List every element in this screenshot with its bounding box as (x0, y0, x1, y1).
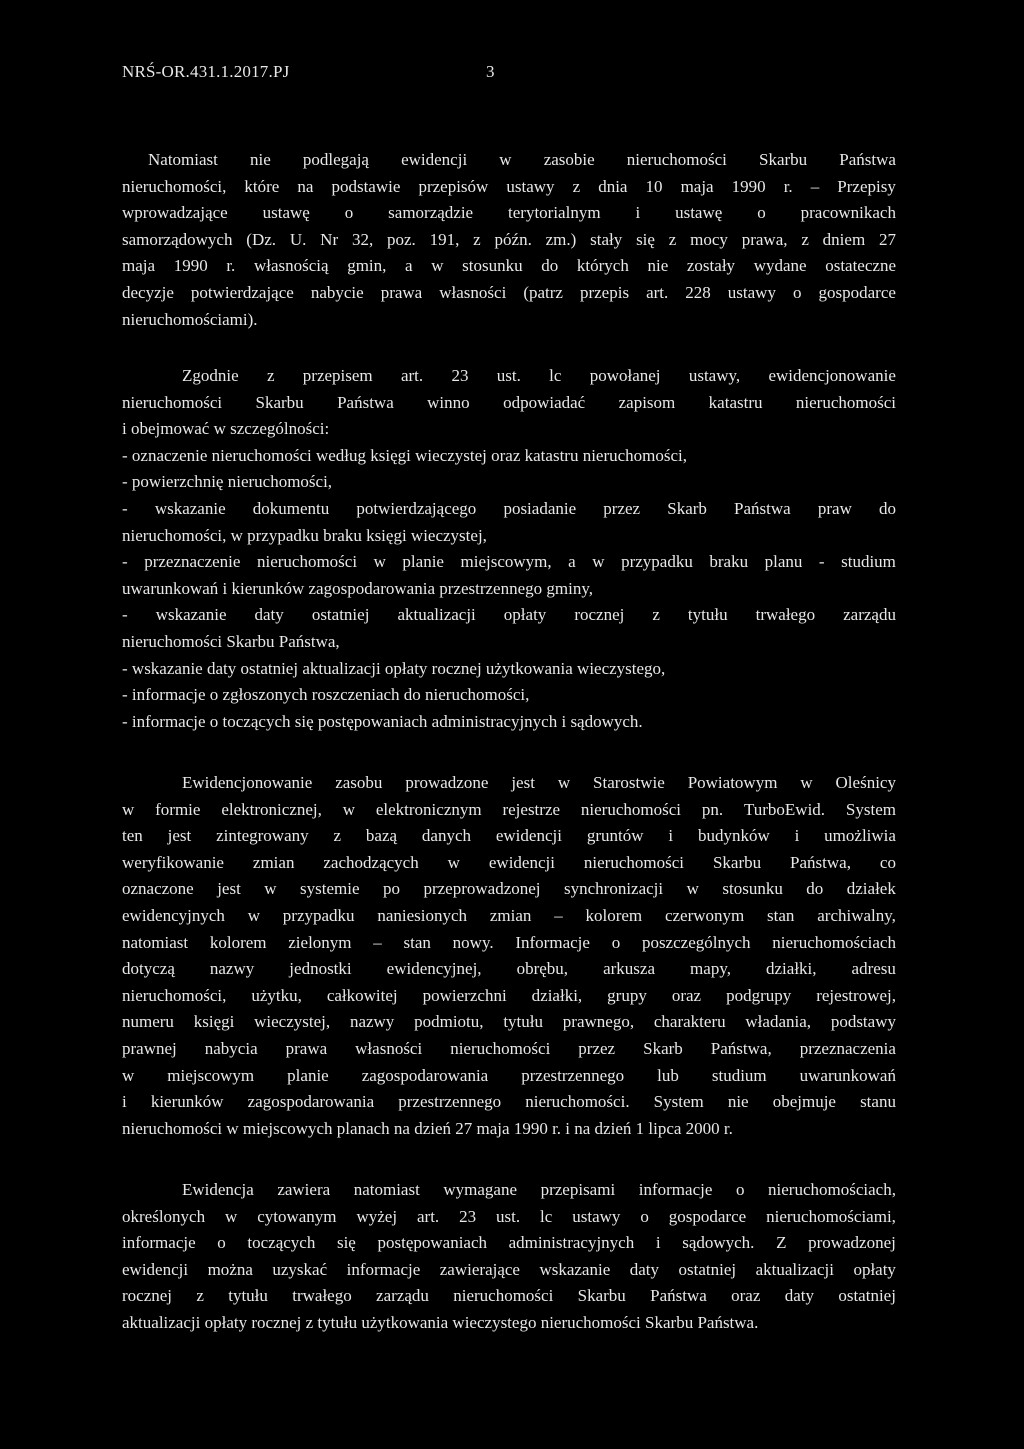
paragraph-line: numeru księgi wieczystej, nazwy podmiotu, tytułu prawnego, charakteru władania, podstawy (122, 1012, 896, 1032)
paragraph-line: maja 1990 r. własnością gmin, a w stosunku do których nie zostały wydane ostateczne (122, 256, 896, 276)
paragraph-line: ewidencji można uzyskać informacje zawierające wskazanie daty ostatniej aktualizacji opłaty (122, 1259, 896, 1279)
list-item: - oznaczenie nieruchomości według księgi wieczystej oraz katastru nieruchomości, (122, 445, 688, 465)
paragraph-line: nieruchomości, które na podstawie przepisów ustawy z dnia 10 maja 1990 r. – Przepisy (122, 176, 896, 196)
paragraph-line: samorządowych (Dz. U. Nr 32, poz. 191, z późn. zm.) stały się z mocy prawa, z dniem 27 (122, 229, 896, 249)
paragraph-line: wprowadzające ustawę o samorządzie terytorialnym i ustawę o pracownikach (122, 203, 896, 223)
paragraph-3 (122, 770, 896, 1142)
list-item-continuation: nieruchomości, w przypadku braku księgi wieczystej, (122, 525, 487, 545)
paragraph-line: Natomiast nie podlegają ewidencji w zasobie nieruchomości Skarbu Państwa (148, 150, 896, 169)
paragraph-line: określonych w cytowanym wyżej art. 23 ust. lc ustawy o gospodarce nieruchomościami, (122, 1206, 896, 1226)
paragraph-line: w miejscowym planie zagospodarowania przestrzennego lub studium uwarunkowań (122, 1065, 896, 1085)
paragraph-line: prawnej nabycia prawa własności nieruchomości przez Skarb Państwa, przeznaczenia (122, 1038, 896, 1058)
document-reference: NRŚ-OR.431.1.2017.PJ (122, 62, 290, 81)
paragraph-line: decyzje potwierdzające nabycie prawa własności (patrz przepis art. 228 ustawy o gospodarce (122, 282, 896, 302)
list-item: - informacje o toczących się postępowaniach administracyjnych i sądowych. (122, 711, 643, 731)
paragraph-line: ten jest zintegrowany z bazą danych ewidencji gruntów i budynków i umożliwia (122, 826, 896, 846)
paragraph-line: i obejmować w szczególności: (122, 419, 330, 439)
list-item: - przeznaczenie nieruchomości w planie miejscowym, a w przypadku braku planu - studium (122, 552, 896, 572)
paragraph-line: nieruchomości w miejscowych planach na dzień 27 maja 1990 r. i na dzień 1 lipca 2000 r. (122, 1118, 733, 1138)
paragraph-line: i kierunków zagospodarowania przestrzennego nieruchomości. System nie obejmuje stanu (122, 1092, 896, 1112)
list-item: - wskazanie dokumentu potwierdzającego posiadanie przez Skarb Państwa praw do (122, 498, 896, 518)
list-item: - informacje o zgłoszonych roszczeniach do nieruchomości, (122, 685, 530, 705)
paragraph-line: informacje o toczących się postępowaniach administracyjnych i sądowych. Z prowadzonej (122, 1233, 896, 1253)
paragraph-line: Ewidencja zawiera natomiast wymagane przepisami informacje o nieruchomościach, (182, 1180, 896, 1199)
paragraph-line: weryfikowanie zmian zachodzących w ewidencji nieruchomości Skarbu Państwa, co (122, 852, 896, 872)
list-item-continuation: nieruchomości Skarbu Państwa, (122, 631, 340, 651)
list-item: - wskazanie daty ostatniej aktualizacji opłaty rocznej użytkowania wieczystego, (122, 658, 666, 678)
paragraph-line: natomiast kolorem zielonym – stan nowy. Informacje o poszczególnych nieruchomościach (122, 932, 896, 952)
paragraph-line: oznaczone jest w systemie po przeprowadzonej synchronizacji w stosunku do działek (122, 879, 896, 899)
paragraph-line: ewidencyjnych w przypadku naniesionych zmian – kolorem czerwonym stan archiwalny, (122, 905, 896, 925)
paragraph-line: Zgodnie z przepisem art. 23 ust. lc powołanej ustawy, ewidencjonowanie (182, 366, 896, 385)
list-item: - powierzchnię nieruchomości, (122, 472, 333, 492)
paragraph-line: nieruchomościami). (122, 309, 258, 329)
paragraph-line: w formie elektronicznej, w elektronicznym rejestrze nieruchomości pn. TurboEwid. System (122, 799, 896, 819)
paragraph-line: aktualizacji opłaty rocznej z tytułu użytkowania wieczystego nieruchomości Skarbu Państwa. (122, 1312, 759, 1332)
paragraph-2 (122, 363, 896, 735)
paragraph-line: nieruchomości, użytku, całkowitej powierzchni działki, grupy oraz podgrupy rejestrowej, (122, 985, 896, 1005)
paragraph-line: rocznej z tytułu trwałego zarządu nieruchomości Skarbu Państwa oraz daty ostatniej (122, 1286, 896, 1306)
paragraph-1 (122, 147, 896, 333)
paragraph-line: Ewidencjonowanie zasobu prowadzone jest w Starostwie Powiatowym w Oleśnicy (182, 773, 896, 792)
page-header (122, 62, 502, 92)
paragraph-line: nieruchomości Skarbu Państwa winno odpowiadać zapisom katastru nieruchomości (122, 392, 896, 412)
list-item: - wskazanie daty ostatniej aktualizacji opłaty rocznej z tytułu trwałego zarządu (122, 605, 896, 625)
paragraph-4 (122, 1177, 896, 1337)
paragraph-line: dotyczą nazwy jednostki ewidencyjnej, obrębu, arkusza mapy, działki, adresu (122, 959, 896, 979)
list-item-continuation: uwarunkowań i kierunków zagospodarowania przestrzennego gminy, (122, 578, 593, 598)
page-number: 3 (486, 62, 495, 81)
